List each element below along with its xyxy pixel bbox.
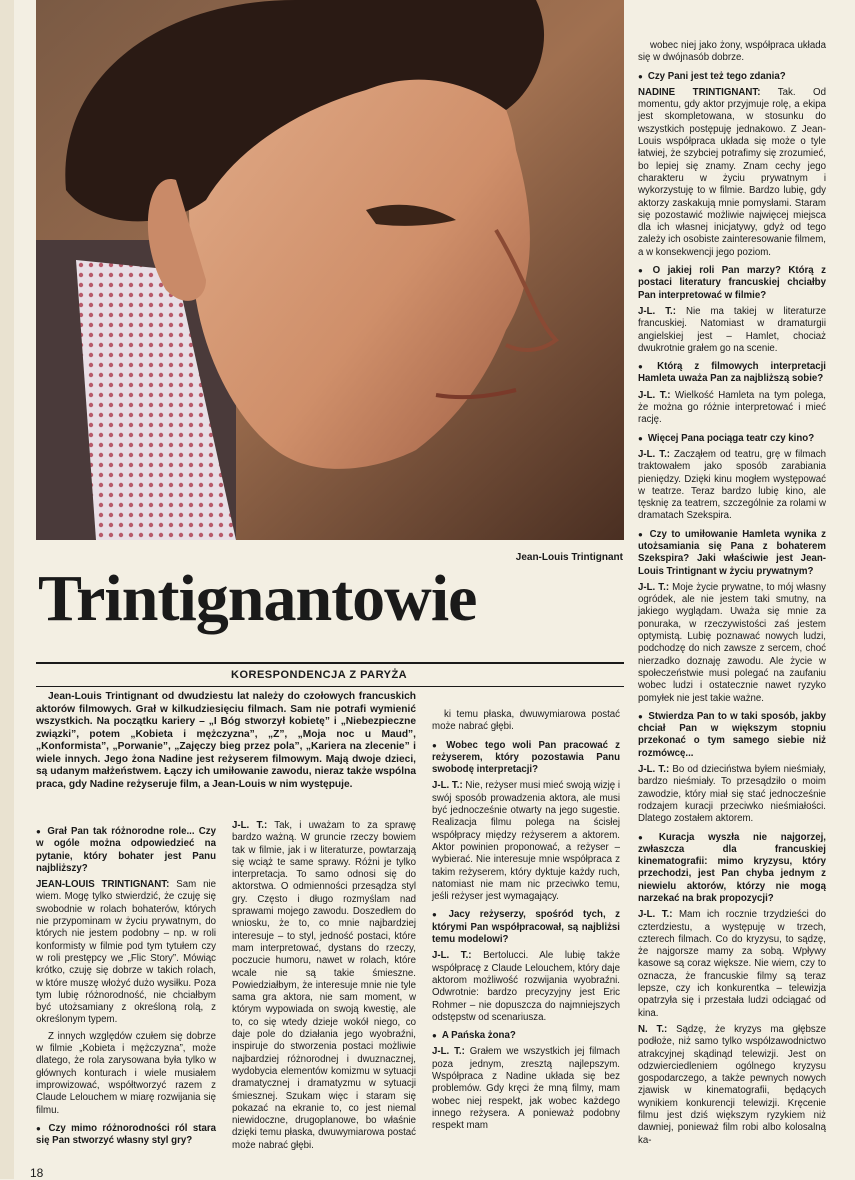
interview-question: ● A Pańska żona? [432, 1030, 620, 1042]
speaker-label: N. T.: [638, 1023, 668, 1035]
answer-text: Sam nie wiem. Mogę tylko stwierdzić, że czuję się swobodnie w rolach bohaterów, których nie przypominam w życiu prywatnym, do których nie jestem podobny – np. w roli konformisty w filmie pod tym tytułem czy w roli prestępcy we „Flic Story”. Mówiąc krótko, czuję się dobrze w takich rolach, w które muszę włożyć dużo wysiłku. Poza tym lubię różnorodność, nie chciałbym być utożsamiany z określoną rolą, z określonym typem. [36, 879, 217, 1026]
answer-text: Tak, i uważam to za sprawę bardzo ważną. W gruncie rzeczy bowiem tak w filmie, jak i w literaturze, powtarzają się wciąż te same sprawy. Różni je tylko interpretacja. To samo odnosi się do aktorstwa. O odmienności przesądza styl gry. Często i długo rozmyślam nad sprawami mojego zawodu. Doszedłem do wniosku, że to, co mnie najbardziej interesuje – to styl, jedność postaci, które mam interpretować, dystans do rzeczy, poczucie humoru, nawet w rolach, które wcale nie są takie śmieszne. Powiedziałbym, że interesuje mnie nie tyle sama gra aktora, nie sam moment, w którym wypowiada on swoją kwestię, ale to, co się wtedy dzieje wokół niego, co daje pole do działania jego wyobraźni, inspiruje do stworzenia postaci możliwie najbardziej różnorodnej i dwuznacznej, wydobycia elementów komizmu w sytuacji dramatycznej i dramatyzmu w sytuacji śmiesznej. Szukam więc i staram się pokazać na ekranie to, co jest niemal niewidoczne, drugoplanowe, bo właśnie dzięki temu płaska, dwuwymiarowa postać może nabrać głębi. [232, 820, 416, 1151]
answer-text: Nie, reżyser musi mieć swoją wizję i swój sposób prowadzenia aktora, ale musi być jednocześnie otwarty na jego sugestie. Realizacja filmu polega na ścisłej współpracy między reżyserem a aktorem. Aktor powinien proponować, a reżyser – wybierać. Nie interesuje mnie współpraca z takim reżyserem, który dyktuje każdy ruch, natomiast nie mam nic przeciwko temu, jeśli reżyser jest wymagający. [432, 780, 620, 903]
interview-question: ● Wobec tego woli Pan pracować z reżyserem, który pozostawia Panu swobodę interpretacji? [432, 740, 620, 777]
interview-question: ● Więcej Pana pociąga teatr czy kino? [638, 433, 826, 445]
portrait-illustration [36, 0, 624, 540]
speaker-label: J-L. T.: [638, 448, 670, 460]
interview-question: ● O jakiej roli Pan marzy? Którą z postaci literatury francuskiej chciałby Pan interpretować w filmie? [638, 265, 826, 302]
answer-text: Moje życie prywatne, to mój własny ogródek, ale nie jestem taki smutny, na jakiego wyglądam. Uważa się mnie za ponuraka, w rzeczywistości zaś jestem optymistą. Lubię poznawać nowych ludzi, podchodzę do nich zawsze z sercem, choć nierzadko doznaję zawodu. Ale życie w społeczeństwie musi polegać na zaufaniu wobec ludzi i ostatecznie nawet ryzyko pomyłek nie jest takie ważne. [638, 581, 826, 704]
speaker-label: J-L. T.: [432, 1046, 465, 1058]
interview-answer [638, 582, 826, 705]
page-edge-strip [0, 0, 14, 1179]
article-title: Trintignantowie [38, 562, 477, 635]
speaker-label: J-L. T.: [638, 305, 676, 317]
lead-paragraph: Jean-Louis Trintignant od dwudziestu lat należy do czołowych francuskich aktorów filmowych. Grał w kilkudziesięciu filmach. Sam nie potrafi wymienić wszystkich. Na początku kariery – „I Bóg stworzył kobietę” i „Niebezpieczne związki”, potem „Kobieta i mężczyzna”, „Z”, „Moja noc u Maud”, „Konformista”, „Porwanie”, „Zajęczy bieg przez pola”, „Kariera na zlecenie” i wiele innych. Jego żona Nadine jest reżyserem filmowym. Mają dwoje dzieci, są udanym małżeństwem. Łączy ich umiłowanie zawodu, nieraz także wspólna praca, gdy Nadine reżyseruje film, a Jean-Louis w nim występuje. [36, 691, 416, 790]
interview-question: ● Czy to umiłowanie Hamleta wynika z utożsamiania się Pana z bohaterem Szekspira? Jaki właściwie jest Jean-Louis Trintignant w życiu prywatnym? [638, 529, 826, 578]
interview-answer [432, 1046, 620, 1132]
speaker-label: J-L. T.: [432, 950, 472, 962]
answer-text: Wielkość Hamleta na tym polega, że można go różnie interpretować i mieć rację. [638, 389, 826, 426]
answer-text: Nie ma takiej w literaturze francuskiej. Natomiast w dramaturgii angielskiej jest – Hamlet, chociaż dwukrotnie grałem go na scenie. [638, 305, 826, 354]
interview-answer [432, 950, 620, 1024]
interview-question: ● Jacy reżyserzy, spośród tych, z którymi Pan współpracował, są najbliżsi temu modelowi? [432, 909, 620, 946]
interview-question: ● Którą z filmowych interpretacji Hamleta uważa Pan za najbliższą sobie? [638, 361, 826, 386]
speaker-label: J-L. T.: [232, 820, 268, 831]
speaker-label: NADINE TRINTIGNANT: [638, 86, 761, 98]
interview-answer [638, 764, 826, 825]
photo-caption: Jean-Louis Trintignant [515, 552, 623, 563]
body-paragraph: ki temu płaska, dwuwymiarowa postać może nabrać głębi. [432, 709, 620, 733]
answer-text: Mam ich rocznie trzydzieści do czterdziestu, a występuję w trzech, czterech filmach. Co do kryzysu, to sądzę, że najgorsze mamy za sobą. Wpływy kasowe są coraz większe. Nie wiem, czy to oznacza, że francuskie filmy są teraz lepsze, czy ich konkurentka – telewizja opatrzyła się i przestała ludzi odciągać od kina. [638, 909, 826, 1019]
answer-text: Tak. Od momentu, gdy aktor przyjmuje rolę, a ekipa jest skompletowana, w stosunku do wszystkich postępuję jednakowo. Z Jean-Louis współpraca układa się może o tyle łatwiej, że szybciej potrafimy się zrozumieć, bo lepiej się znamy. Znam cechy jego charakteru w życiu prywatnym i wykorzystuję to w filmie. Bardzo lubię, gdy aktorzy zaskakują mnie pomysłami. Staram się pozostawić możliwie najwięcej miejsca dla ich własnej inicjatywy, gdyż od tego zależy ich osobiste zainteresowanie filmem, a w konsekwencji jego poziom. [638, 86, 826, 258]
interview-answer [432, 780, 620, 903]
interview-question: ● Czy Pani jest też tego zdania? [638, 71, 826, 83]
column-3 [432, 709, 620, 1137]
answer-text: Zacząłem od teatru, grę w filmach traktowałem jako sposób zarabiania pieniędzy. Dzięki kinu mogłem występować w teatrze. Teraz bardzo lubię kino, ale tęsknię za teatrem, szczególnie za rolami w dramatach Szekspira. [638, 448, 826, 522]
answer-text: Bo od dzieciństwa byłem nieśmiały, bardzo nieśmiały. To przesądziło o moim zawodzie, który miał się stać jednocześnie rodzajem kuracji przeciwko nieśmiałości. Dlatego zostałem aktorem. [638, 764, 826, 825]
speaker-label: J-L. T.: [638, 389, 671, 401]
subtitle-rule [36, 686, 624, 687]
speaker-label: JEAN-LOUIS TRINTIGNANT: [36, 879, 170, 891]
column-4 [638, 40, 826, 1151]
body-paragraph: wobec niej jako żony, współpraca układa się w dwójnasób dobrze. [638, 40, 826, 64]
title-rule [36, 662, 624, 664]
portrait-photo [36, 0, 624, 540]
interview-answer [638, 306, 826, 355]
speaker-label: J-L. T.: [638, 581, 670, 593]
interview-question: ● Grał Pan tak różnorodne role... Czy w ogóle można odpowiedzieć na pytanie, który bohater jest Panu najbliższy? [36, 826, 216, 875]
interview-answer [232, 820, 416, 1152]
answer-text: Sądzę, że kryzys ma głębsze podłoże, niż samo tylko współzawodnictwo atrakcyjnej skądinąd telewizji. Jest on odzwierciedleniem ogólnego kryzysu gospodarczego, a także pewnych nowych zjawisk w kinematografii, będących wynikiem konkurencji telewizji. Kręcenie filmu jest dziś większym ryzykiem niż dawniej, ponieważ film robi albo kolosalną ka- [638, 1023, 826, 1146]
column-2 [232, 820, 416, 1156]
interview-question: ● Czy mimo różnorodności ról stara się Pan stworzyć własny styl gry? [36, 1123, 216, 1148]
interview-answer [36, 879, 216, 1027]
answer-text: Bertolucci. Ale lubię także współpracę z Claude Lelouchem, który daje aktorom możliwość rozwijania wyobraźni. Odwrotnie: bardzo precyzyjny jest Eric Rohmer – nie dopuszcza do najmniejszych odstępstw od scenariusza. [432, 950, 620, 1023]
column-1 [36, 820, 216, 1151]
interview-answer [638, 1024, 826, 1147]
interview-question: ● Kuracja wyszła nie najgorzej, zwłaszcza dla francuskiej kinematografii: mimo kryzysu, który przechodzi, jest Pan chyba jednym z niewielu aktorów, którzy nie mogą narzekać na brak propozycji? [638, 832, 826, 906]
article-subtitle: KORESPONDENCJA Z PARYŻA [231, 669, 408, 681]
body-paragraph: Z innych względów czułem się dobrze w filmie „Kobieta i mężczyzna”, może dlatego, że rola zarysowana była tylko w głównych konturach i wiele musiałem improwizować, współtworzyć razem z Claude Lelouchem w miarę rozwijania się filmu. [36, 1030, 216, 1116]
interview-answer [638, 449, 826, 523]
speaker-label: J-L. T.: [638, 764, 670, 776]
interview-answer [638, 390, 826, 427]
speaker-label: J-L. T.: [432, 780, 463, 792]
page-number: 18 [30, 1166, 44, 1180]
speaker-label: J-L. T.: [638, 909, 673, 921]
interview-question: ● Stwierdza Pan to w taki sposób, jakby chciał Pan w większym stopniu przekonać o tym samego siebie niż rozmówcę... [638, 711, 826, 760]
answer-text: Grałem we wszystkich jej filmach poza jednym, zresztą najlepszym. Współpraca z Nadine układa się bez problemów. Gdy kręci że mną filmy, mam wobec niej respekt, jak wobec każdego innego reżysera. A ponieważ podobny respekt mam [432, 1046, 620, 1132]
interview-answer [638, 909, 826, 1020]
interview-answer [638, 87, 826, 259]
